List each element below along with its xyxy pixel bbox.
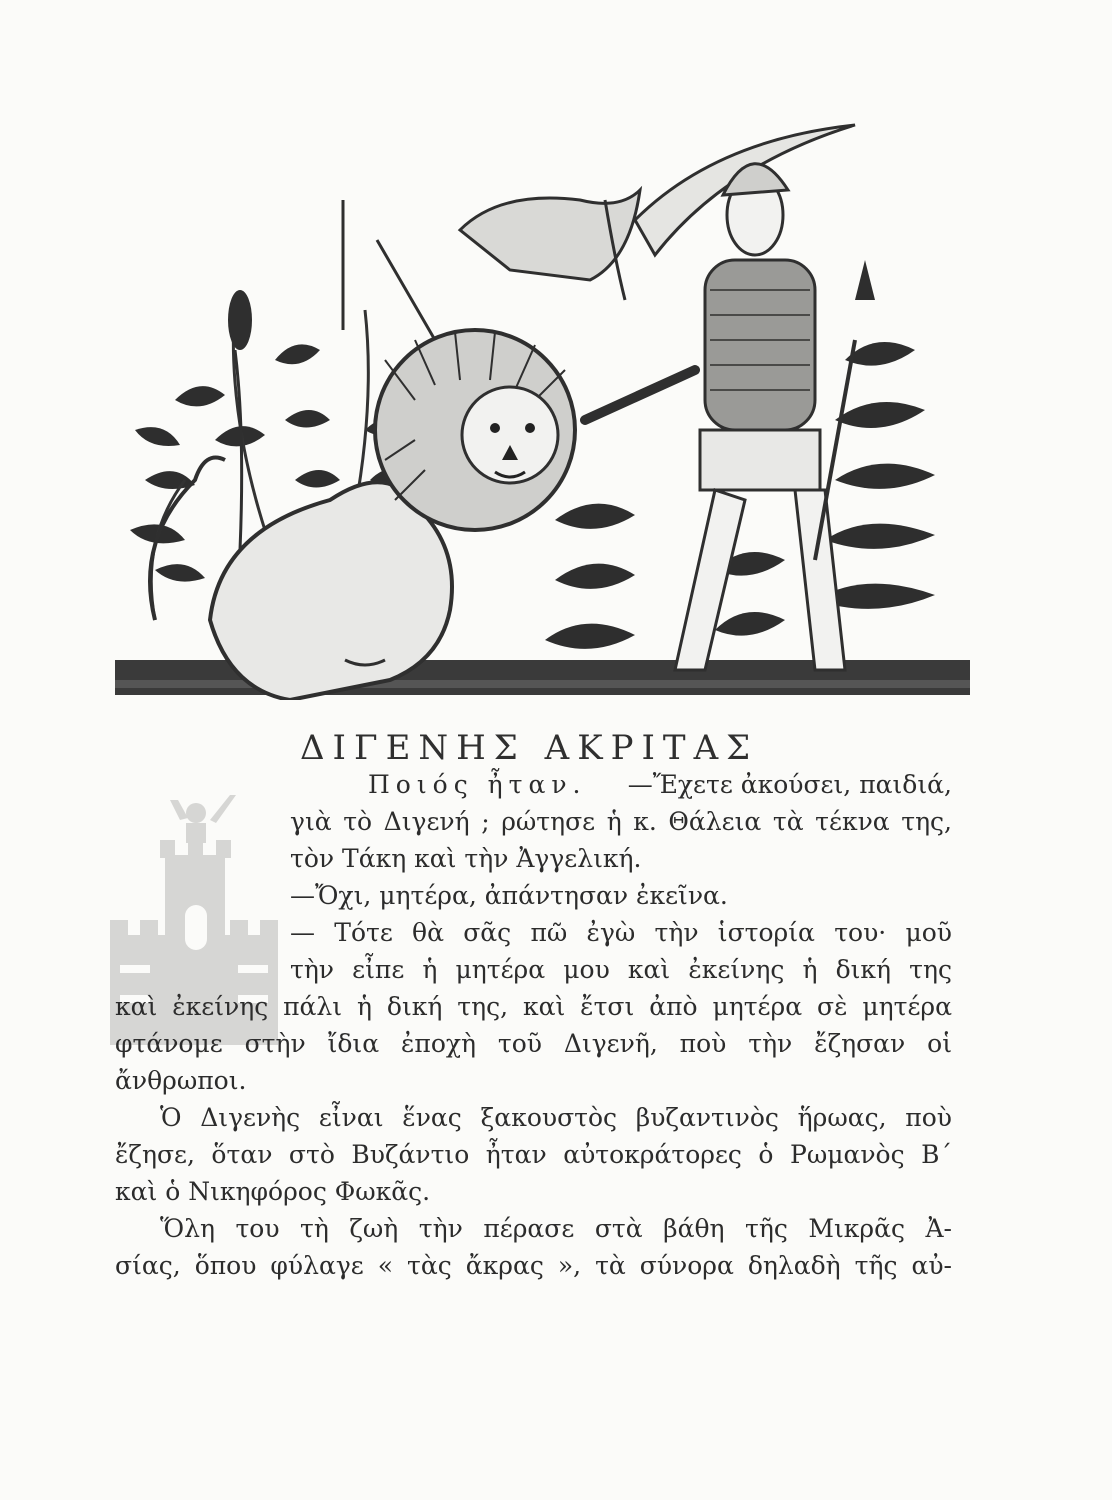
- wheat-stalk: [228, 290, 252, 550]
- text-line: γιὰ τὸ Διγενή ; ρώτησε ἡ κ. Θάλεια τὰ τέκνα της,: [290, 807, 952, 836]
- line-text: —Ἔχετε ἀκούσει, παιδιά,: [627, 770, 952, 799]
- chapter-title: ΔΙΓΕΝΗΣ ΑΚΡΙΤΑΣ: [300, 728, 759, 768]
- text-line: καὶ ἐκείνης πάλι ἡ δική της, καὶ ἔτσι ἀπὸ μητέρα σὲ μητέρα: [115, 992, 952, 1021]
- text-line: τὸν Τάκη καὶ τὴν Ἀγγελική.: [290, 844, 642, 873]
- lion: [150, 330, 575, 700]
- lead-phrase: Ποιός ἦταν.: [368, 770, 587, 799]
- woodcut-illustration: [115, 100, 970, 700]
- text-line: ἔζησε, ὅταν στὸ Βυζάντιο ἦταν αὐτοκράτορες ὁ Ρωμανὸς Β΄: [115, 1140, 952, 1169]
- text-line: [368, 768, 952, 802]
- text-line: ἄνθρωποι.: [115, 1066, 247, 1095]
- text-line: φτάνομε στὴν ἴδια ἐποχὴ τοῦ Διγενῆ, ποὺ τὴν ἔζησαν οἱ: [115, 1029, 952, 1058]
- text-line: Ὁ Διγενὴς εἶναι ἕνας ξακουστὸς βυζαντινὸς ἥρωας, ποὺ: [160, 1103, 952, 1132]
- text-line: τὴν εἶπε ἡ μητέρα μου καὶ ἐκείνης ἡ δική της: [290, 955, 952, 984]
- text-line: Ὅλη του τὴ ζωὴ τὴν πέρασε στὰ βάθη τῆς Μικρᾶς Ἀ-: [160, 1214, 952, 1243]
- text-line: — Τότε θὰ σᾶς πῶ ἐγὼ τὴν ἱστορία του· μοῦ: [290, 918, 952, 947]
- text-line: σίας, ὅπου φύλαγε « τὰς ἄκρας », τὰ σύνορα δηλαδὴ τῆς αὐ-: [115, 1251, 952, 1280]
- text-line: —Ὄχι, μητέρα, ἀπάντησαν ἐκεῖνα.: [290, 881, 728, 910]
- text-line: καὶ ὁ Νικηφόρος Φωκᾶς.: [115, 1177, 431, 1206]
